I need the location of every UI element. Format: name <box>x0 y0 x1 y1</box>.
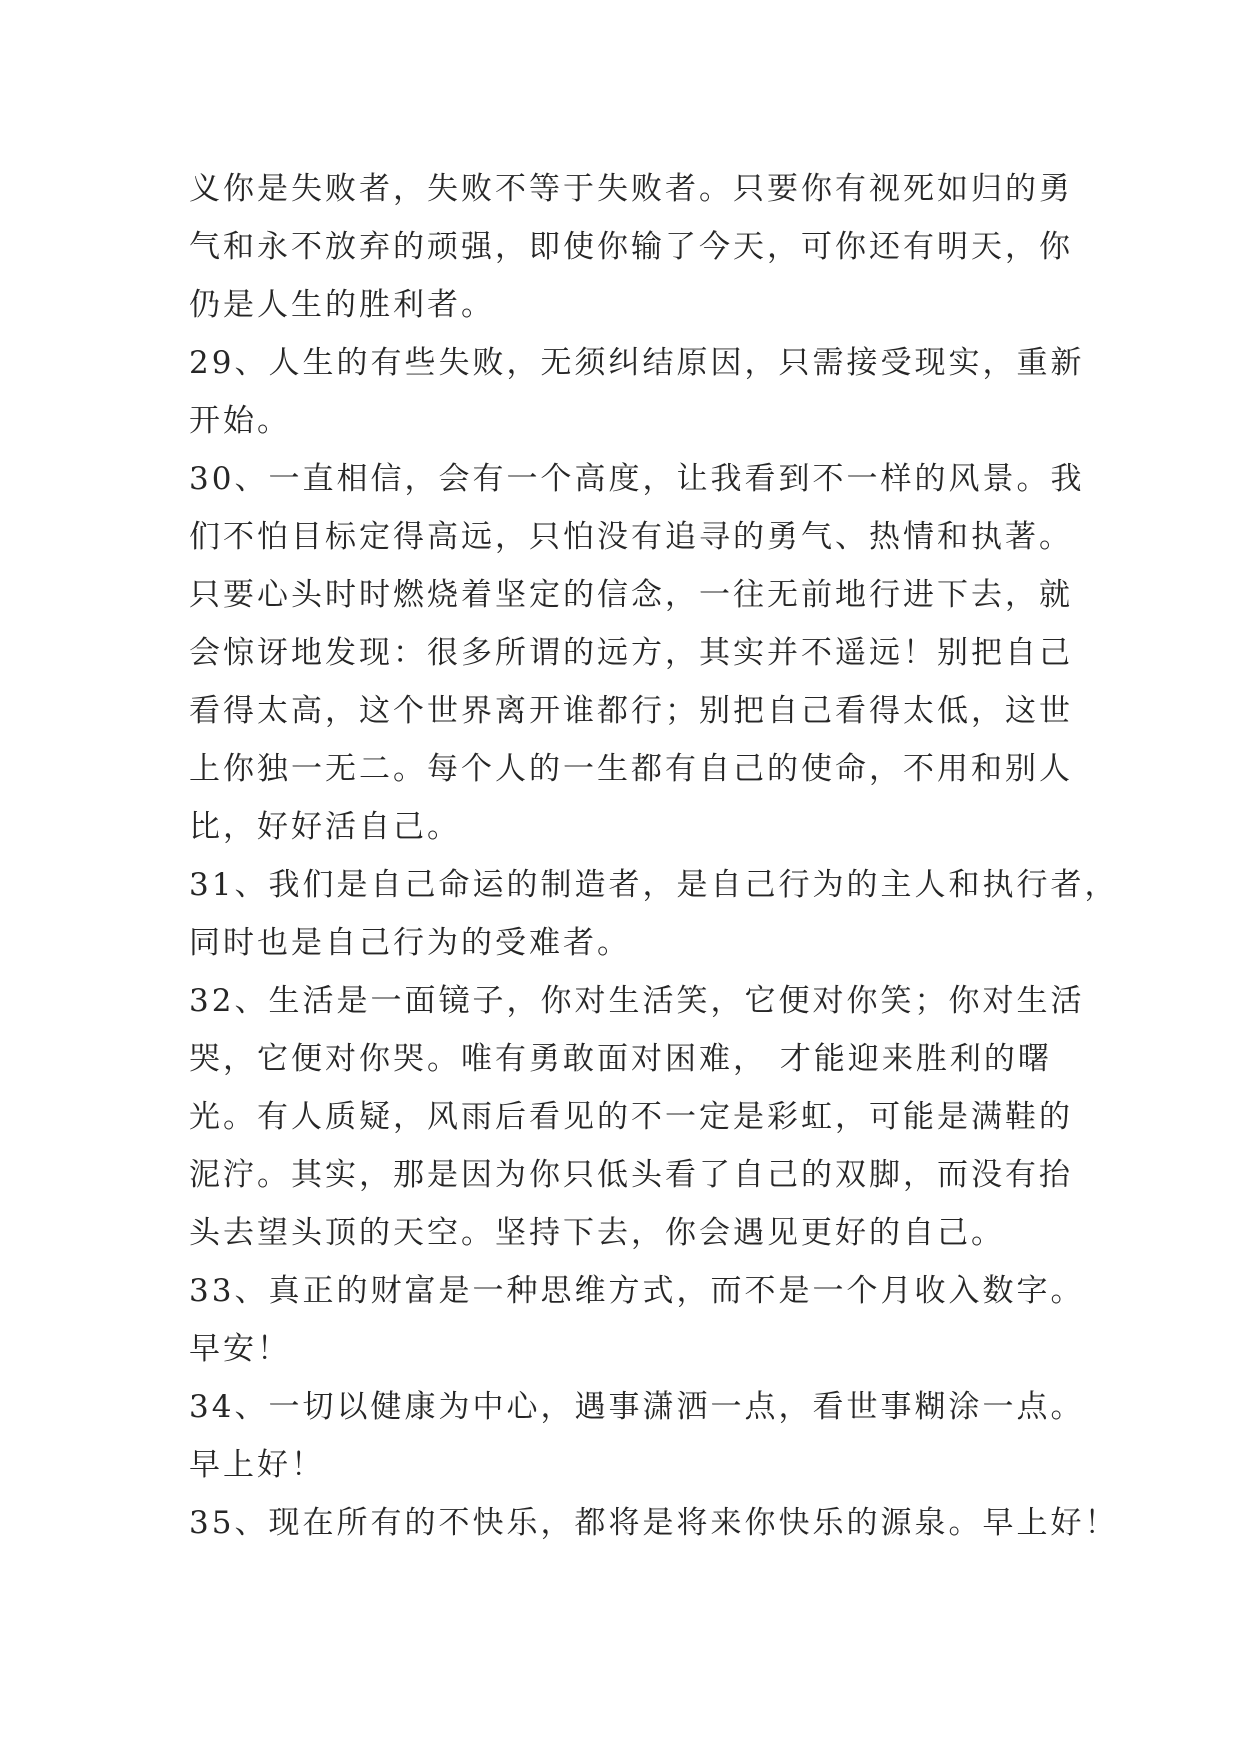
text-line: 早安！ <box>189 1331 291 1367</box>
text-line: 泥泞。其实，那是因为你只低头看了自己的双脚，而没有抬 <box>189 1157 1073 1193</box>
text-line: 上你独一无二。每个人的一生都有自己的使命，不用和别人 <box>189 751 1073 787</box>
text-line: 看得太高，这个世界离开谁都行；别把自己看得太低，这世 <box>189 693 1073 729</box>
document-body <box>189 160 1119 1552</box>
text-line: 31、我们是自己命运的制造者，是自己行为的主人和执行者， <box>189 867 1119 903</box>
text-line: 会惊讶地发现：很多所谓的远方，其实并不遥远！别把自己 <box>189 635 1073 671</box>
text-line: 34、一切以健康为中心，遇事潇洒一点，看世事糊涂一点。 <box>189 1389 1085 1425</box>
text-line: 35、现在所有的不快乐，都将是将来你快乐的源泉。早上好！ <box>189 1505 1119 1541</box>
text-line: 29、人生的有些失败，无须纠结原因，只需接受现实，重新 <box>189 345 1085 381</box>
text-line: 仍是人生的胜利者。 <box>189 287 495 323</box>
text-line: 同时也是自己行为的受难者。 <box>189 925 631 961</box>
text-line: 气和永不放弃的顽强，即使你输了今天，可你还有明天，你 <box>189 229 1073 265</box>
text-line: 33、真正的财富是一种思维方式，而不是一个月收入数字。 <box>189 1273 1085 1309</box>
text-line: 30、一直相信，会有一个高度，让我看到不一样的风景。我 <box>189 461 1085 497</box>
text-line: 开始。 <box>189 403 291 439</box>
text-line: 早上好！ <box>189 1447 325 1483</box>
text-line: 头去望头顶的天空。坚持下去，你会遇见更好的自己。 <box>189 1215 1005 1251</box>
text-line: 光。有人质疑，风雨后看见的不一定是彩虹，可能是满鞋的 <box>189 1099 1073 1135</box>
text-line: 比，好好活自己。 <box>189 809 461 845</box>
text-line: 32、生活是一面镜子，你对生活笑，它便对你笑；你对生活 <box>189 983 1085 1019</box>
text-line: 义你是失败者，失败不等于失败者。只要你有视死如归的勇 <box>189 171 1073 207</box>
text-line: 只要心头时时燃烧着坚定的信念，一往无前地行进下去，就 <box>189 577 1073 613</box>
text-line: 们不怕目标定得高远，只怕没有追寻的勇气、热情和执著。 <box>189 519 1073 555</box>
text-line: 哭，它便对你哭。唯有勇敢面对困难， 才能迎来胜利的曙 <box>189 1041 1052 1077</box>
